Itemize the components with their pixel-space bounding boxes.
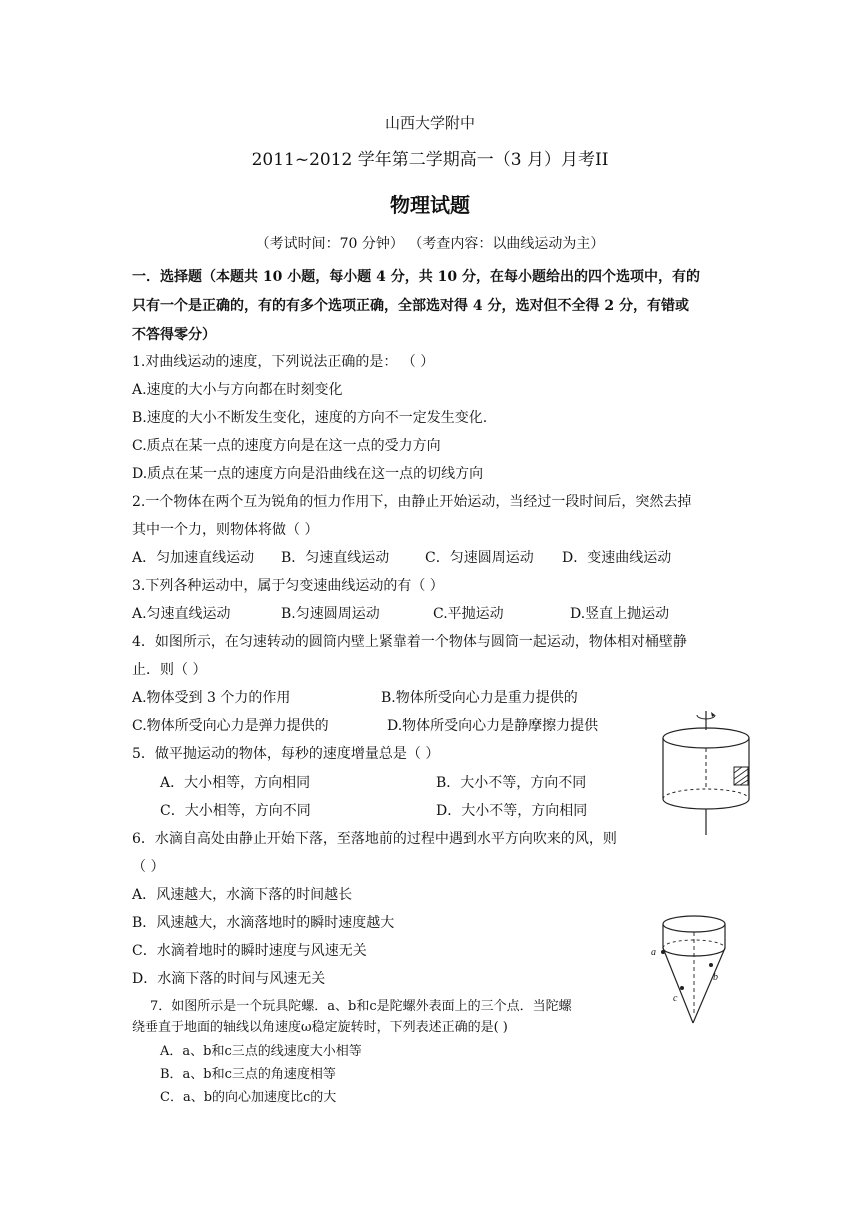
q2-stem-line-1: 2.一个物体在两个互为锐角的恒力作用下，由静止开始运动，当经过一段时间后，突然去掉	[132, 494, 692, 510]
q2-stem-line-2: 其中一个力，则物体将做（ ）	[132, 522, 319, 538]
q3-stem: 3.下列各种运动中，属于匀变速曲线运动的有（ ）	[132, 578, 444, 594]
q4-option-c: C.物体所受向心力是弹力提供的	[132, 718, 329, 734]
section-instructions-line-2: 只有一个是正确的，有的有多个选项正确，全部选对得 4 分，选对但不全得 2 分，有错或	[132, 298, 689, 314]
q4-option-d: D.物体所受向心力是静摩擦力提供	[387, 718, 599, 734]
q3-option-d: D.竖直上抛运动	[570, 606, 670, 622]
school-name: 山西大学附中	[384, 114, 475, 132]
q6-option-d: D．水滴下落的时间与风速无关	[132, 971, 326, 987]
q7-option-b: B．a、b和c三点的角速度相等	[160, 1067, 336, 1082]
q3-option-c: C.平抛运动	[433, 606, 504, 622]
q6-stem-line-2: （ ）	[132, 859, 165, 875]
q7-option-a: A．a、b和c三点的线速度大小相等	[160, 1044, 362, 1059]
label-a: a	[651, 947, 656, 958]
exam-title: 2011~2012 学年第二学期高一（3 月）月考II	[251, 150, 609, 170]
label-c: c	[673, 993, 678, 1004]
q5-option-d: D．大小不等，方向相同	[436, 803, 588, 819]
page-title: 物理试题	[390, 193, 470, 217]
q1-option-d: D.质点在某一点的速度方向是沿曲线在这一点的切线方向	[132, 466, 484, 482]
q2-option-b: B．匀速直线运动	[281, 550, 390, 566]
q3-option-b: B.匀速圆周运动	[281, 606, 380, 622]
rotating-cylinder-figure	[656, 703, 756, 841]
q5-option-a: A．大小相等，方向相同	[160, 775, 311, 791]
q5-option-c: C．大小相等，方向不同	[160, 803, 311, 819]
q7-option-c: C．a、b的向心加速度比c的大	[160, 1090, 337, 1105]
q6-option-c: C．水滴着地时的瞬时速度与风速无关	[132, 943, 367, 959]
q3-option-a: A.匀速直线运动	[132, 606, 231, 622]
q5-option-b: B．大小不等，方向不同	[436, 775, 587, 791]
q5-stem: 5．做平抛运动的物体，每秒的速度增量总是（ ）	[132, 746, 440, 762]
q7-stem-line-2: 绕垂直于地面的轴线以角速度ω稳定旋转时，下列表述正确的是( )	[132, 1020, 508, 1035]
q6-option-b: B．风速越大，水滴落地时的瞬时速度越大	[132, 915, 395, 931]
q1-stem: 1.对曲线运动的速度，下列说法正确的是： （ ）	[132, 354, 435, 370]
q1-option-a: A.速度的大小与方向都在时刻变化	[132, 382, 343, 398]
q7-stem-line-1: 7．如图所示是一个玩具陀螺．a、b和c是陀螺外表面上的三个点．当陀螺	[150, 999, 572, 1014]
q4-option-b: B.物体所受向心力是重力提供的	[381, 690, 578, 706]
q2-option-c: C．匀速圆周运动	[425, 550, 534, 566]
spinning-top-figure	[648, 905, 732, 1029]
exam-info: （考试时间：70 分钟） （考查内容：以曲线运动为主）	[255, 236, 605, 252]
q2-option-d: D．变速曲线运动	[562, 550, 672, 566]
label-b: b	[713, 972, 718, 983]
q6-option-a: A．风速越大，水滴下落的时间越长	[132, 887, 353, 903]
section-instructions-line-3: 不答得零分）	[132, 327, 216, 343]
q6-stem-line-1: 6．水滴自高处由静止开始下落，至落地前的过程中遇到水平方向吹来的风，则	[132, 831, 617, 847]
q2-option-a: A．匀加速直线运动	[132, 550, 255, 566]
q4-option-a: A.物体受到 3 个力的作用	[132, 690, 291, 706]
q1-option-b: B.速度的大小不断发生变化，速度的方向不一定发生变化.	[132, 410, 488, 426]
q4-stem-line-1: 4．如图所示，在匀速转动的圆筒内壁上紧靠着一个物体与圆筒一起运动，物体相对桶壁静	[132, 634, 687, 650]
q4-stem-line-2: 止．则（ ）	[132, 662, 207, 678]
section-instructions-line-1: 一．选择题（本题共 10 小题，每小题 4 分，共 10 分，在每小题给出的四个选项中，有的	[132, 269, 700, 285]
q1-option-c: C.质点在某一点的速度方向是在这一点的受力方向	[132, 438, 441, 454]
